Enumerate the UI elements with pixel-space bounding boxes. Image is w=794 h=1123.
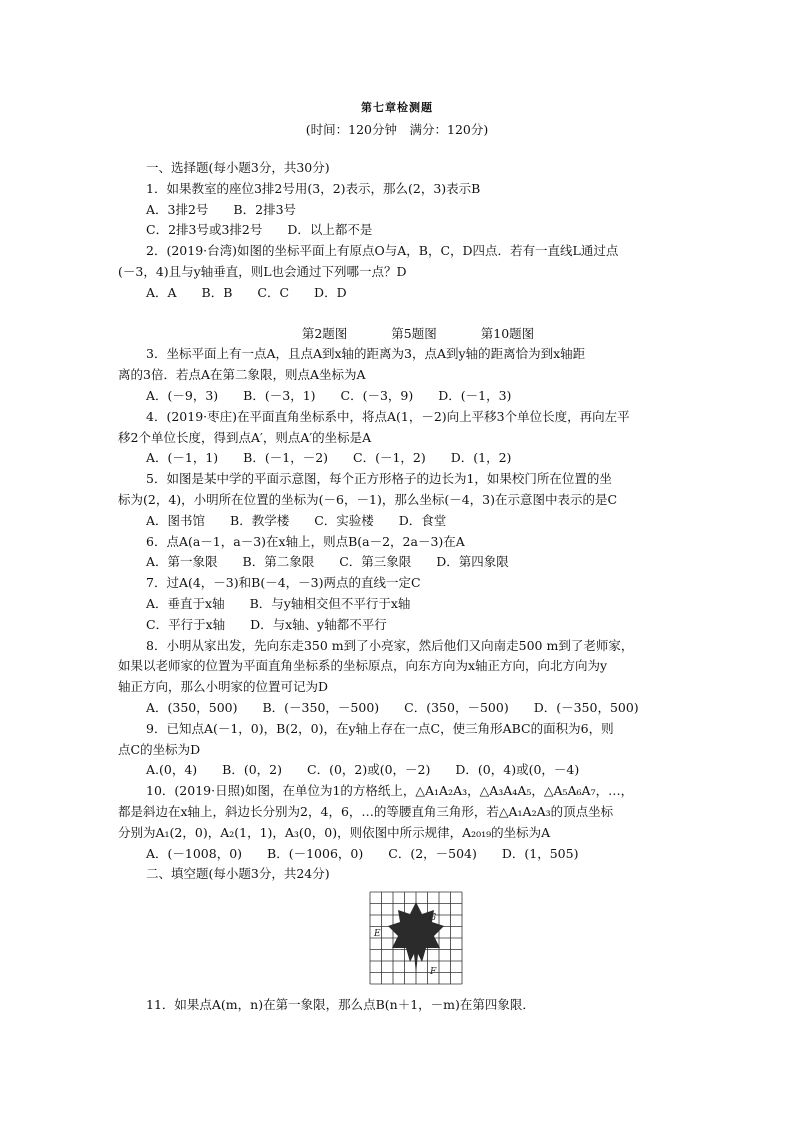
label-f: F <box>430 967 437 977</box>
text-line: 二、填空题(每小题3分，共24分) <box>146 866 330 882</box>
text-line: 标为(2，4)，小明所在位置的坐标为(－6，－1)，那么坐标(－4，3)在示意图中表示的是C <box>118 491 618 507</box>
question-list <box>118 158 678 885</box>
text-line: C．平行于x轴 D．与x轴、y轴都不平行 <box>146 616 387 632</box>
text-line: 点C的坐标为D <box>118 741 201 757</box>
text-line: A．(－1，1) B．(－1，－2) C．(－1，2) D．(1，2) <box>146 450 512 466</box>
text-line: C．2排3号或3排2号 D．以上都不是 <box>146 222 373 238</box>
text-line: 分别为A₁(2，0)，A₂(1，1)，A₃(0，0)，则依图中所示规律，A₂₀₁₉的坐标为A <box>118 824 551 840</box>
text-line: 4．(2019·枣庄)在平面直角坐标系中，将点A(1，－2)向上平移3个单位长度，再向左平 <box>146 408 630 424</box>
page-title: 第七章检测题 <box>361 101 433 114</box>
text-line: 一、选择题(每小题3分，共30分) <box>146 160 330 175</box>
text-line: A．A B．B C．C D．D <box>146 284 347 300</box>
label-e: E <box>374 929 381 939</box>
text-line: A.(0，4) B．(0，2) C．(0，2)或(0，－2) D．(0，4)或(0，－4) <box>146 762 580 778</box>
text-line: 5．如图是某中学的平面示意图，每个正方形格子的边长为1，如果校门所在位置的坐 <box>146 471 612 487</box>
text-line: A．3排2号 B．2排3号 <box>146 201 297 217</box>
text-line: 7．过A(4，－3)和B(－4，－3)两点的直线一定C <box>146 575 421 591</box>
text-line: 移2个单位长度，得到点A′，则点A′的坐标是A <box>118 429 372 445</box>
text-line: 2．(2019·台湾)如图的坐标平面上有原点O与A，B，C，D四点．若有一直线L通过点 <box>146 243 619 259</box>
figure-caption: 第5题图 <box>391 325 437 341</box>
text-line: 都是斜边在x轴上，斜边长分别为2，4，6，…的等腰直角三角形，若△A₁A₂A₃的顶点坐标 <box>118 803 614 819</box>
text-line: A．(350，500) B．(－350，－500) C．(350，－500) D．(－350，500) <box>146 699 639 715</box>
leaf-figure <box>368 890 464 986</box>
page-subtitle: (时间：120分钟 满分：120分) <box>305 122 489 137</box>
text-line: 10．(2019·日照)如图，在单位为1的方格纸上，△A₁A₂A₃，△A₃A₄A₅，△A₅A₆A₇，…， <box>146 783 634 799</box>
text-line: A．第一象限 B．第二象限 C．第三象限 D．第四象限 <box>146 554 509 570</box>
label-g: G <box>429 913 437 923</box>
figure-caption: 第10题图 <box>480 325 535 341</box>
figure-captions <box>118 324 678 345</box>
text-line: 9．已知点A(－1，0)，B(2，0)，在y轴上存在一点C，使三角形ABC的面积为6，则 <box>146 720 614 736</box>
text-line: 如果以老师家的位置为平面直角坐标系的坐标原点，向东方向为x轴正方向，向北方向为y <box>118 658 608 674</box>
text-line: 6．点A(a－1，a－3)在x轴上，则点B(a－2，2a－3)在A <box>146 533 465 549</box>
text-line: 8．小明从家出发，先向东走350 m到了小亮家，然后他们又向南走500 m到了老师家， <box>146 637 634 653</box>
text-line: 3．坐标平面上有一点A，且点A到x轴的距离为3，点A到y轴的距离恰为到x轴距 <box>146 346 586 362</box>
text-line: 1．如果教室的座位3排2号用(3，2)表示，那么(2，3)表示B <box>146 180 481 196</box>
text-line: (－3，4)且与y轴垂直，则L也会通过下列哪一点？D <box>118 263 407 279</box>
figure-space <box>118 304 678 324</box>
text-line: 离的3倍．若点A在第二象限，则点A坐标为A <box>118 367 366 383</box>
question-11: 11．如果点A(m，n)在第一象限，那么点B(n＋1，－m)在第四象限． <box>146 997 535 1012</box>
text-line: A．垂直于x轴 B．与y轴相交但不平行于x轴 <box>146 595 411 611</box>
text-line: A．图书馆 B．教学楼 C．实验楼 D．食堂 <box>146 512 447 528</box>
leaf-grid-svg <box>368 890 464 986</box>
text-line: A．(－9，3) B．(－3，1) C．(－3，9) D．(－1，3) <box>146 387 512 403</box>
text-line: A．(－1008，0) B．(－1006，0) C．(2，－504) D．(1，505) <box>146 845 579 861</box>
text-line: 轴正方向，那么小明家的位置可记为D <box>118 679 329 695</box>
figure-caption: 第2题图 <box>301 325 348 341</box>
